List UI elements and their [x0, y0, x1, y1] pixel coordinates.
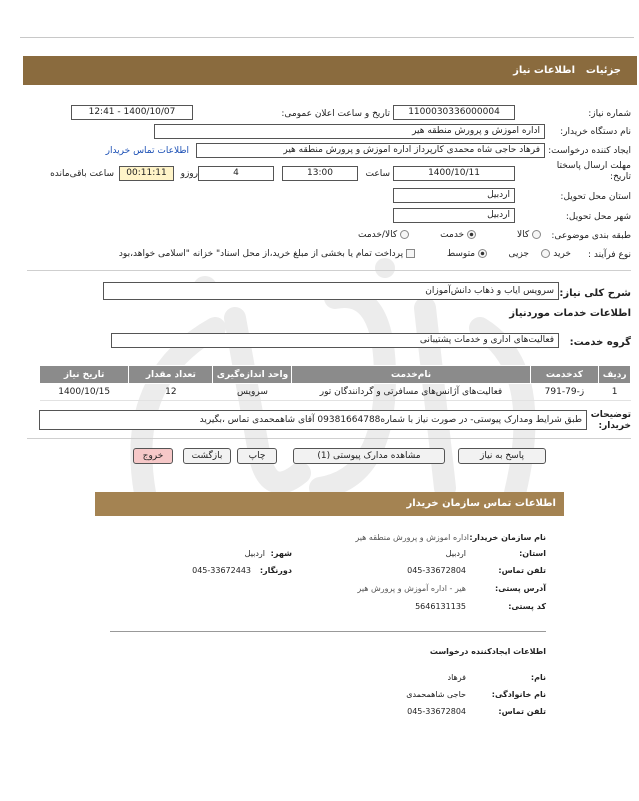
process-medium-text: متوسط: [446, 249, 476, 259]
need-number-field: 1100030336000004: [393, 105, 515, 120]
payment-checkbox[interactable]: [406, 249, 415, 258]
print-button[interactable]: چاپ: [237, 448, 277, 464]
buyer-contact-link[interactable]: اطلاعات تماس خریدار: [105, 146, 189, 156]
process-buy-text: خرید: [553, 249, 571, 259]
process-buy-radio[interactable]: [541, 249, 550, 258]
announce-field: 1400/10/07 - 12:41: [71, 105, 193, 120]
process-medium-radio[interactable]: [478, 249, 487, 258]
deadline-label: مهلت ارسال پاسختا تاریخ:: [556, 161, 631, 182]
category-goods-service-option[interactable]: [358, 230, 409, 240]
cell-qty: 12: [129, 384, 213, 401]
contact-section-title: اطلاعات تماس سازمان خریدار: [406, 498, 556, 509]
col-unit: واحد اندازه‌گیری: [213, 366, 292, 384]
category-label: طبقه بندی موضوعی:: [551, 231, 631, 241]
org-name-value: اداره اموزش و پرورش منطقه هیر: [355, 533, 469, 542]
process-type-label: نوع فرآیند :: [588, 250, 631, 260]
creator-family-label: نام خانوادگی:: [491, 690, 546, 699]
buyer-org-label: نام دستگاه خریدار:: [560, 127, 631, 137]
creator-field: فرهاد حاجی شاه محمدی کارپرداز اداره اموزش و پرورش منطقه هیر: [196, 143, 545, 158]
province-field: اردبیل: [393, 188, 515, 203]
exit-button[interactable]: خروج: [133, 448, 173, 464]
deadline-date-field: 1400/10/11: [393, 166, 515, 181]
process-medium-option[interactable]: [447, 249, 487, 259]
service-group-field: فعالیت‌های اداری و خدمات پشتیبانی: [111, 333, 559, 348]
services-table: [39, 365, 631, 401]
creator-label: ایجاد کننده درخواست:: [548, 146, 631, 156]
table-header-row: [40, 366, 631, 384]
buyer-notes-field: طبق شرایط ومدارک پیوستی- در صورت نیاز با شماره09381664788 آقای شاهمحمدی تماس ،بگیرید: [39, 410, 587, 430]
summary-field: سرویس ایاب و ذهاب دانش‌آموزان: [103, 282, 559, 300]
need-number-label: شماره نیاز:: [588, 109, 631, 119]
announce-label: تاریخ و ساعت اعلان عمومی:: [281, 109, 390, 119]
divider: [110, 631, 546, 632]
cell-row: 1: [599, 384, 631, 401]
header-bar: [23, 56, 637, 85]
time-remaining-field: 00:11:11: [119, 166, 174, 181]
days-label: روزو: [180, 169, 198, 179]
tab-details[interactable]: جزئیات: [585, 65, 621, 76]
days-remaining-field: 4: [198, 166, 274, 181]
province-label: استان محل تحویل:: [560, 192, 631, 202]
contact-postal-value: 5646131135: [415, 602, 466, 611]
creator-family-value: حاجی شاهمحمدی: [406, 690, 466, 699]
category-goods-option[interactable]: [517, 230, 541, 240]
category-service-radio[interactable]: [467, 230, 476, 239]
time-remaining-label: ساعت باقی‌مانده: [50, 169, 114, 179]
contact-section-header: [95, 492, 564, 516]
contact-province-label: استان:: [519, 549, 546, 558]
category-goods-service-radio[interactable]: [400, 230, 409, 239]
creator-name-value: فرهاد: [447, 673, 466, 682]
contact-fax-value: 045-33672443: [192, 566, 251, 575]
contact-fax-label: دورنگار:: [259, 566, 292, 575]
contact-postal-label: کد پستی:: [508, 602, 546, 611]
category-goods-radio[interactable]: [532, 230, 541, 239]
services-title: اطلاعات خدمات موردنیاز: [509, 308, 631, 319]
back-button[interactable]: بازگشت: [183, 448, 231, 464]
col-row: ردیف: [599, 366, 631, 384]
service-group-label: گروه خدمت:: [569, 337, 631, 348]
table-row: [40, 384, 631, 401]
deadline-time-label: ساعت: [365, 169, 390, 179]
summary-label: شرح کلی نیاز:: [559, 288, 631, 299]
buyer-notes-label: توضیحات خریدار:: [590, 410, 631, 431]
cell-code: ز-79-791: [530, 384, 599, 401]
col-name: نام‌خدمت: [292, 366, 530, 384]
cell-name: فعالیت‌های آژانس‌های مسافرتی و گردانندگان تور: [292, 384, 530, 401]
process-buy-option[interactable]: [541, 249, 571, 259]
contact-city-label: شهر:: [270, 549, 292, 558]
tab-need-info[interactable]: اطلاعات نیاز: [513, 65, 575, 76]
col-code: کدخدمت: [530, 366, 599, 384]
reply-button[interactable]: پاسخ به نیاز: [458, 448, 546, 464]
buyer-org-field: اداره اموزش و پرورش منطقه هیر: [154, 124, 545, 139]
contact-city-value: اردبیل: [244, 549, 265, 558]
view-documents-button[interactable]: مشاهده مدارک پیوستی (1): [293, 448, 445, 464]
contact-phone-value: 045-33672804: [407, 566, 466, 575]
creator-phone-label: تلفن تماس:: [498, 707, 546, 716]
col-qty: تعداد مقدار: [129, 366, 213, 384]
divider: [27, 438, 631, 439]
payment-note[interactable]: [119, 249, 415, 259]
contact-address-label: آدرس پستی:: [495, 584, 546, 593]
city-label: شهر محل تحویل:: [565, 212, 631, 222]
contact-address-value: هیر - اداره آموزش و پرورش هیر: [357, 584, 466, 593]
col-date: تاریخ نیاز: [40, 366, 129, 384]
category-service-text: خدمت: [440, 230, 465, 240]
deadline-time-field: 13:00: [282, 166, 358, 181]
divider: [27, 270, 631, 271]
process-small-option[interactable]: [508, 249, 529, 259]
category-goods-text: کالا: [516, 230, 530, 240]
creator-section-title: اطلاعات ایجادکننده درخواست: [429, 647, 546, 656]
creator-phone-value: 045-33672804: [407, 707, 466, 716]
process-small-text: جزیی: [508, 249, 529, 259]
contact-phone-label: تلفن تماس:: [498, 566, 546, 575]
category-goods-service-text: کالا/خدمت: [357, 230, 398, 240]
creator-name-label: نام:: [530, 673, 546, 682]
category-service-option[interactable]: [440, 230, 476, 240]
top-divider: [20, 37, 634, 38]
city-field: اردبیل: [393, 208, 515, 223]
cell-date: 1400/10/15: [40, 384, 129, 401]
payment-note-text: پرداخت تمام یا بخشی از مبلغ خرید،از محل اسناد" خزانه "اسلامی خواهد،بود: [118, 249, 404, 259]
org-name-label: نام سازمان خریدار:: [469, 533, 546, 542]
contact-province-value: اردبیل: [445, 549, 466, 558]
cell-unit: سرویس: [213, 384, 292, 401]
